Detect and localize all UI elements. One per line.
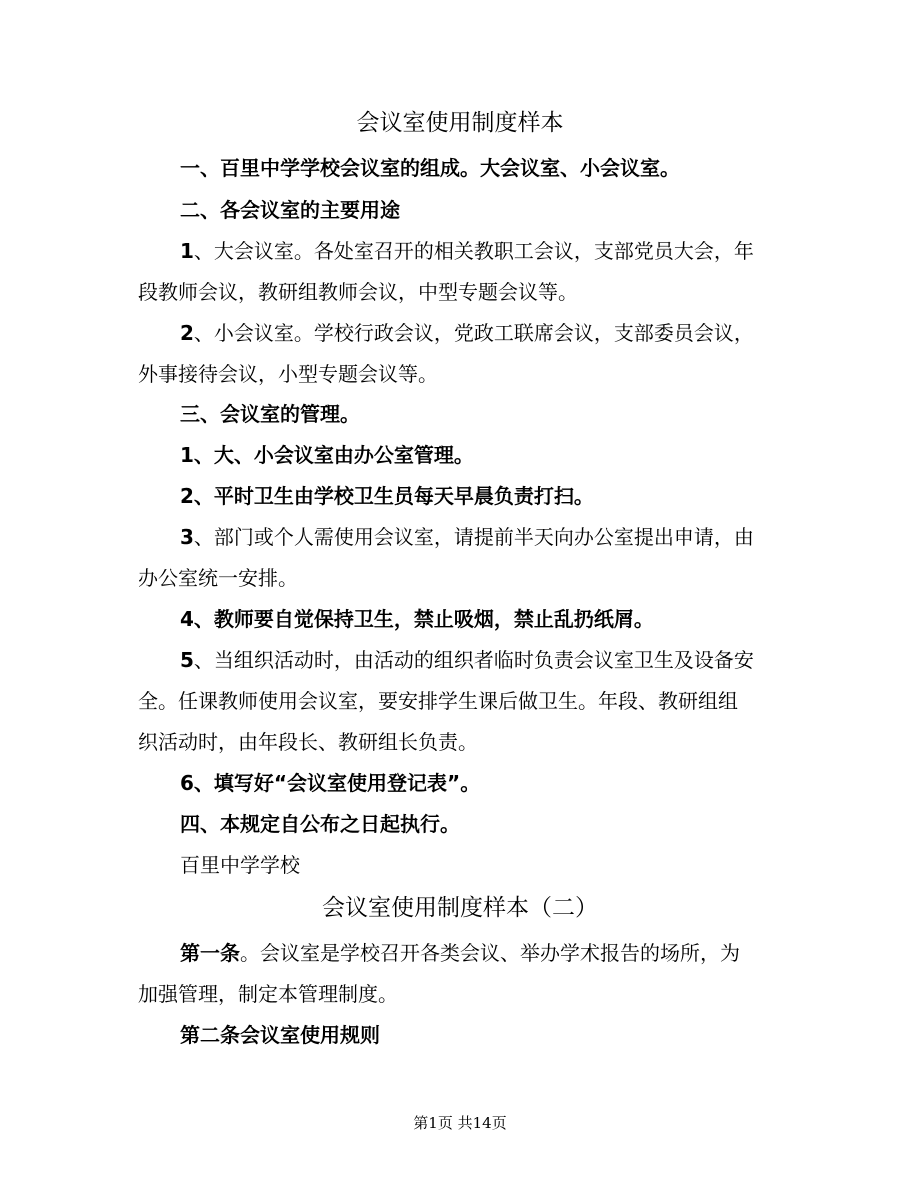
management-item-3-text: 、部门或个人需使用会议室，请提前半天向办公室提出申请，由 (193, 525, 754, 549)
item-1-number: 1 (180, 239, 194, 263)
management-item-3-number: 3 (180, 525, 194, 549)
article-1-heading: 第一条 (180, 941, 240, 965)
article-1-line-2: 加强管理，制定本管理制度。 (138, 982, 398, 1006)
document-title: 会议室使用制度样本 (356, 110, 564, 136)
item-2-line-1 (180, 319, 788, 347)
management-item-3-line-2: 办公室统一安排。 (138, 566, 298, 590)
management-item-3-line-1 (180, 523, 788, 551)
item-1-text: 、大会议室。各处室召开的相关教职工会议，支部党员大会，年 (193, 239, 754, 263)
section-4: 四、本规定自公布之日起执行。 (180, 812, 460, 836)
management-item-6: 6、填写好“会议室使用登记表”。 (180, 771, 481, 795)
management-item-4: 4、教师要自觉保持卫生，禁止吸烟，禁止乱扔纸屑。 (180, 607, 654, 631)
signature: 百里中学学校 (180, 853, 300, 877)
management-item-5-line-1 (180, 646, 788, 674)
management-item-5-text: 、当组织活动时，由活动的组织者临时负责会议室卫生及设备安 (193, 648, 754, 672)
item-1-line-2: 段教师会议，教研组教师会议，中型专题会议等。 (138, 280, 578, 304)
item-2-text: 、小会议室。学校行政会议，党政工联席会议，支部委员会议， (193, 321, 754, 345)
management-item-1: 1、大、小会议室由办公室管理。 (180, 443, 474, 467)
section-2-heading: 二、各会议室的主要用途 (180, 198, 400, 222)
management-item-5-line-2: 全。任课教师使用会议室，要安排学生课后做卫生。年段、教研组组 (138, 689, 738, 713)
section-3-heading: 三、会议室的管理。 (180, 402, 360, 426)
section-title-2: 会议室使用制度样本（二） (322, 895, 598, 921)
article-1-line-1 (180, 939, 788, 967)
section-1: 一、百里中学学校会议室的组成。大会议室、小会议室。 (180, 156, 680, 180)
management-item-5-number: 5 (180, 648, 194, 672)
item-2-line-2: 外事接待会议，小型专题会议等。 (138, 362, 438, 386)
article-1-text: 。会议室是学校召开各类会议、举办学术报告的场所，为 (240, 941, 740, 965)
article-2-heading: 第二条会议室使用规则 (180, 1023, 380, 1047)
item-1-line-1 (180, 237, 788, 265)
management-item-2: 2、平时卫生由学校卫生员每天早晨负责打扫。 (180, 484, 594, 508)
page-number: 第1页 共14页 (413, 1114, 507, 1132)
item-2-number: 2 (180, 321, 194, 345)
management-item-5-line-3: 织活动时，由年段长、教研组长负责。 (138, 730, 478, 754)
